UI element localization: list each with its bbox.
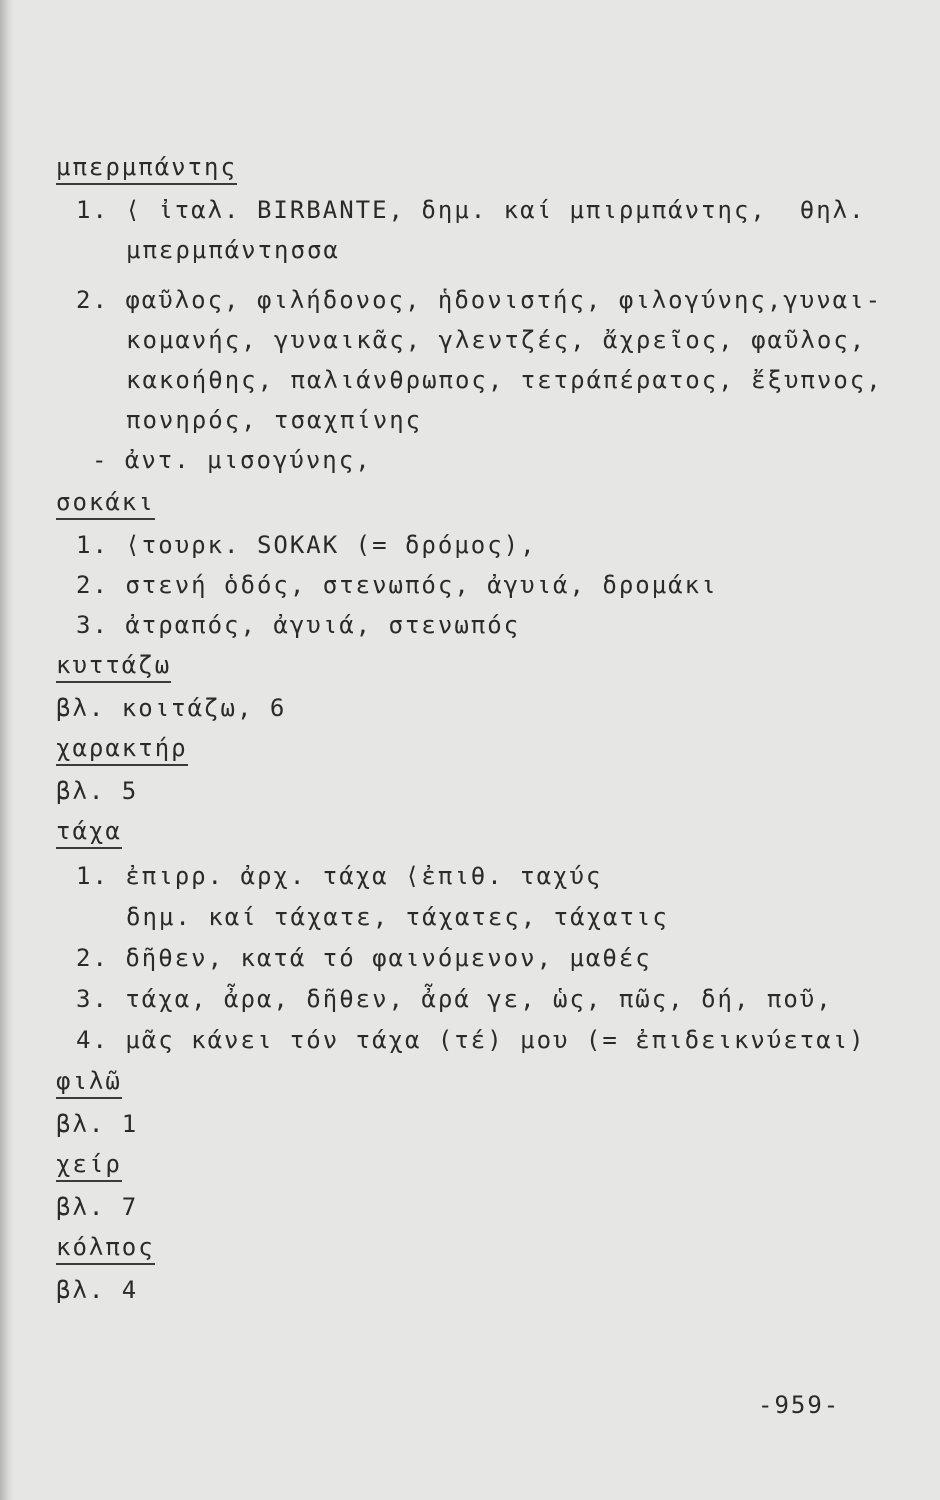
entry-line: βλ. κοιτάζω, 6 <box>56 694 287 722</box>
entry-headword: σοκάκι <box>56 487 155 520</box>
entry-line: 1. ἐπιρρ. ἀρχ. τάχα ⟨ἐπιθ. ταχύς <box>76 862 603 890</box>
entry-headword: μπερμπάντης <box>56 152 237 185</box>
entry-line: κακοήθης, παλιάνθρωπος, τετράπέρατος, ἔξυπνος, <box>126 366 883 394</box>
entry-line: 1. ⟨ ἰταλ. BIRBANTE, δημ. καί μπιρμπάντης, θηλ. <box>76 196 866 224</box>
entry-line: βλ. 7 <box>56 1193 139 1221</box>
entry-headword: χείρ <box>56 1149 122 1182</box>
entry-line: βλ. 5 <box>56 777 139 805</box>
entry-headword: κόλπος <box>56 1232 155 1265</box>
entry-line: βλ. 1 <box>56 1110 139 1138</box>
entry-line: μπερμπάντησσα <box>126 236 340 264</box>
entry-line: 2. στενή ὁδός, στενωπός, ἀγυιά, δρομάκι <box>76 571 718 599</box>
page-edge-shadow <box>0 0 14 1500</box>
entry-line: 2. φαῦλος, φιλήδονος, ἡδονιστής, φιλογύνης,γυναι- <box>76 286 883 314</box>
entry-headword: χαρακτήρ <box>56 733 188 766</box>
entry-headword: φιλῶ <box>56 1066 122 1099</box>
entry-line: - ἀντ. μισογύνης, <box>92 446 372 474</box>
entry-line: 1. ⟨τουρκ. SOKAK (= δρόμος), <box>76 531 537 559</box>
entry-headword: τάχα <box>56 816 122 849</box>
entry-line: βλ. 4 <box>56 1276 139 1304</box>
entry-line: 2. δῆθεν, κατά τό φαινόμενον, μαθές <box>76 944 652 972</box>
entry-line: 3. ἀτραπός, ἀγυιά, στενωπός <box>76 611 521 639</box>
entry-line: 3. τάχα, ἆρα, δῆθεν, ἆρά γε, ὡς, πῶς, δή, ποῦ, <box>76 985 833 1013</box>
entry-line: πονηρός, τσαχπίνης <box>126 406 423 434</box>
page-number: -959- <box>758 1391 841 1419</box>
entry-line: δημ. καί τάχατε, τάχατες, τάχατις <box>126 903 669 931</box>
entry-line: 4. μᾶς κάνει τόν τάχα (τέ) μου (= ἐπιδεικνύεται) <box>76 1026 866 1054</box>
entry-line: κομανής, γυναικᾶς, γλεντζές, ἄχρεῖος, φαῦλος, <box>126 326 867 354</box>
entry-headword: κυττάζω <box>56 650 171 683</box>
